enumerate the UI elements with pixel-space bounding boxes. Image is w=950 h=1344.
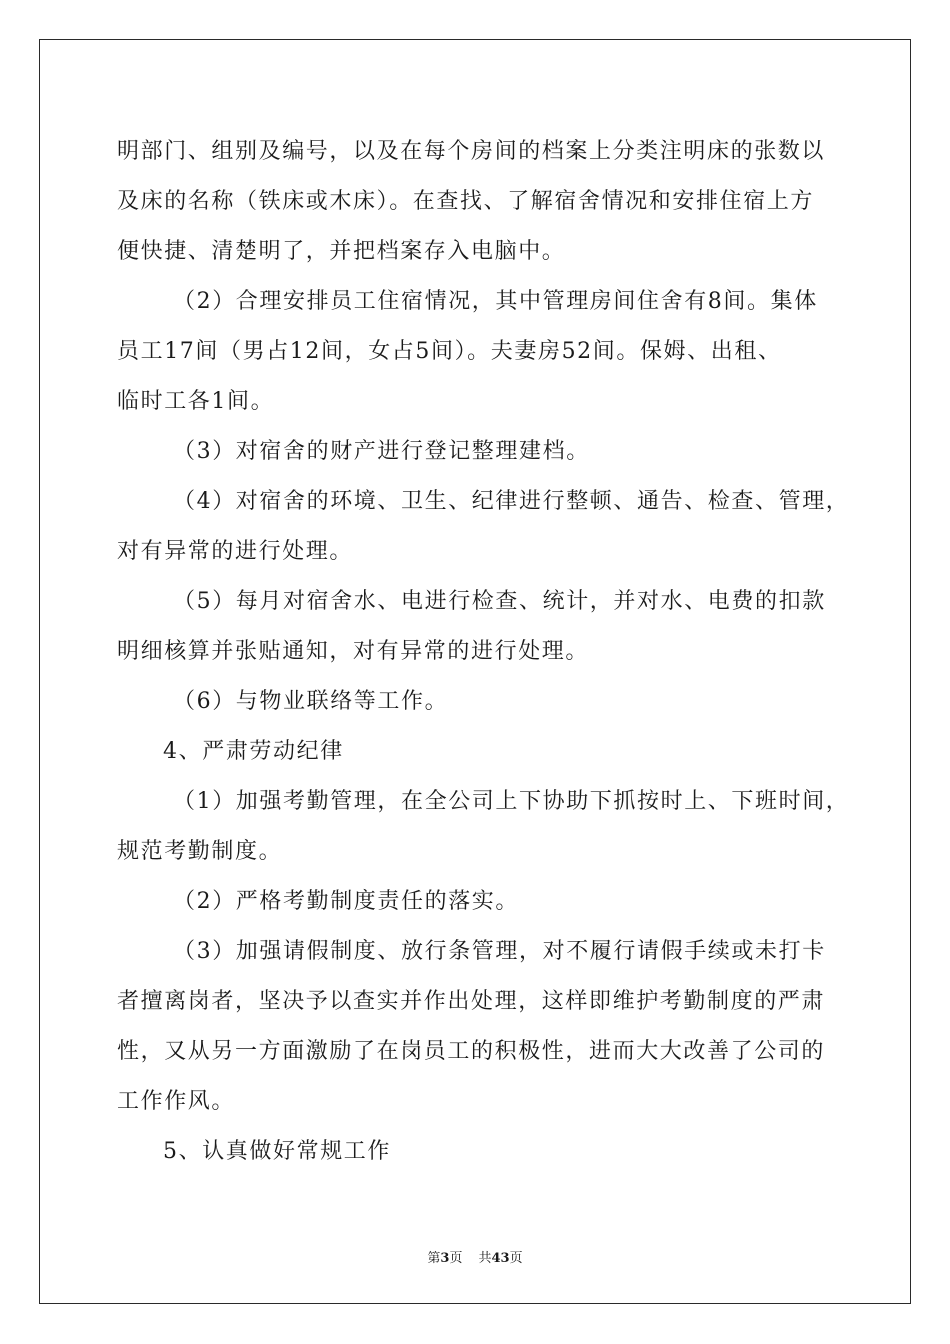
text-line: 及床的名称（铁床或木床）。在查找、了解宿舍情况和安排住宿上方 <box>117 189 815 214</box>
total-suffix: 页 <box>509 1251 523 1266</box>
text-line: （3）加强请假制度、放行条管理，对不履行请假手续或未打卡 <box>173 939 826 964</box>
page-footer <box>0 1247 950 1266</box>
page-suffix: 页 <box>449 1251 463 1266</box>
text-line: 员工17间（男占12间，女占5间）。夫妻房52间。保姆、出租、 <box>117 339 782 364</box>
text-line: （1）加强考勤管理，在全公司上下协助下抓按时上、下班时间， <box>173 789 850 814</box>
total-pages: 43 <box>491 1251 510 1266</box>
text-line: 规范考勤制度。 <box>117 839 283 864</box>
text-line: （5）每月对宿舍水、电进行检查、统计，并对水、电费的扣款 <box>173 589 826 614</box>
text-line: 工作作风。 <box>117 1089 236 1114</box>
page-number: 3 <box>440 1251 450 1266</box>
total-prefix: 共 <box>478 1251 492 1266</box>
page-prefix: 第 <box>427 1251 441 1266</box>
text-line: 性，又从另一方面激励了在岗员工的积极性，进而大大改善了公司的 <box>117 1039 826 1064</box>
text-line: 明细核算并张贴通知，对有异常的进行处理。 <box>117 639 590 664</box>
text-line: 临时工各1间。 <box>117 389 275 414</box>
text-line: （2）合理安排员工住宿情况，其中管理房间住舍有8间。集体 <box>173 289 818 314</box>
text-line: 对有异常的进行处理。 <box>117 539 354 564</box>
section-heading: 4、严肃劳动纪律 <box>163 739 344 764</box>
text-line: 明部门、组别及编号，以及在每个房间的档案上分类注明床的张数以 <box>117 139 826 164</box>
text-line: 者擅离岗者，坚决予以查实并作出处理，这样即维护考勤制度的严肃 <box>117 989 826 1014</box>
text-line: （2）严格考勤制度责任的落实。 <box>173 889 519 914</box>
text-line: （4）对宿舍的环境、卫生、纪律进行整顿、通告、检查、管理， <box>173 489 850 514</box>
text-line: 便快捷、清楚明了，并把档案存入电脑中。 <box>117 239 566 264</box>
section-heading: 5、认真做好常规工作 <box>163 1139 391 1164</box>
text-line: （6）与物业联络等工作。 <box>173 689 449 714</box>
text-line: （3）对宿舍的财产进行登记整理建档。 <box>173 439 590 464</box>
